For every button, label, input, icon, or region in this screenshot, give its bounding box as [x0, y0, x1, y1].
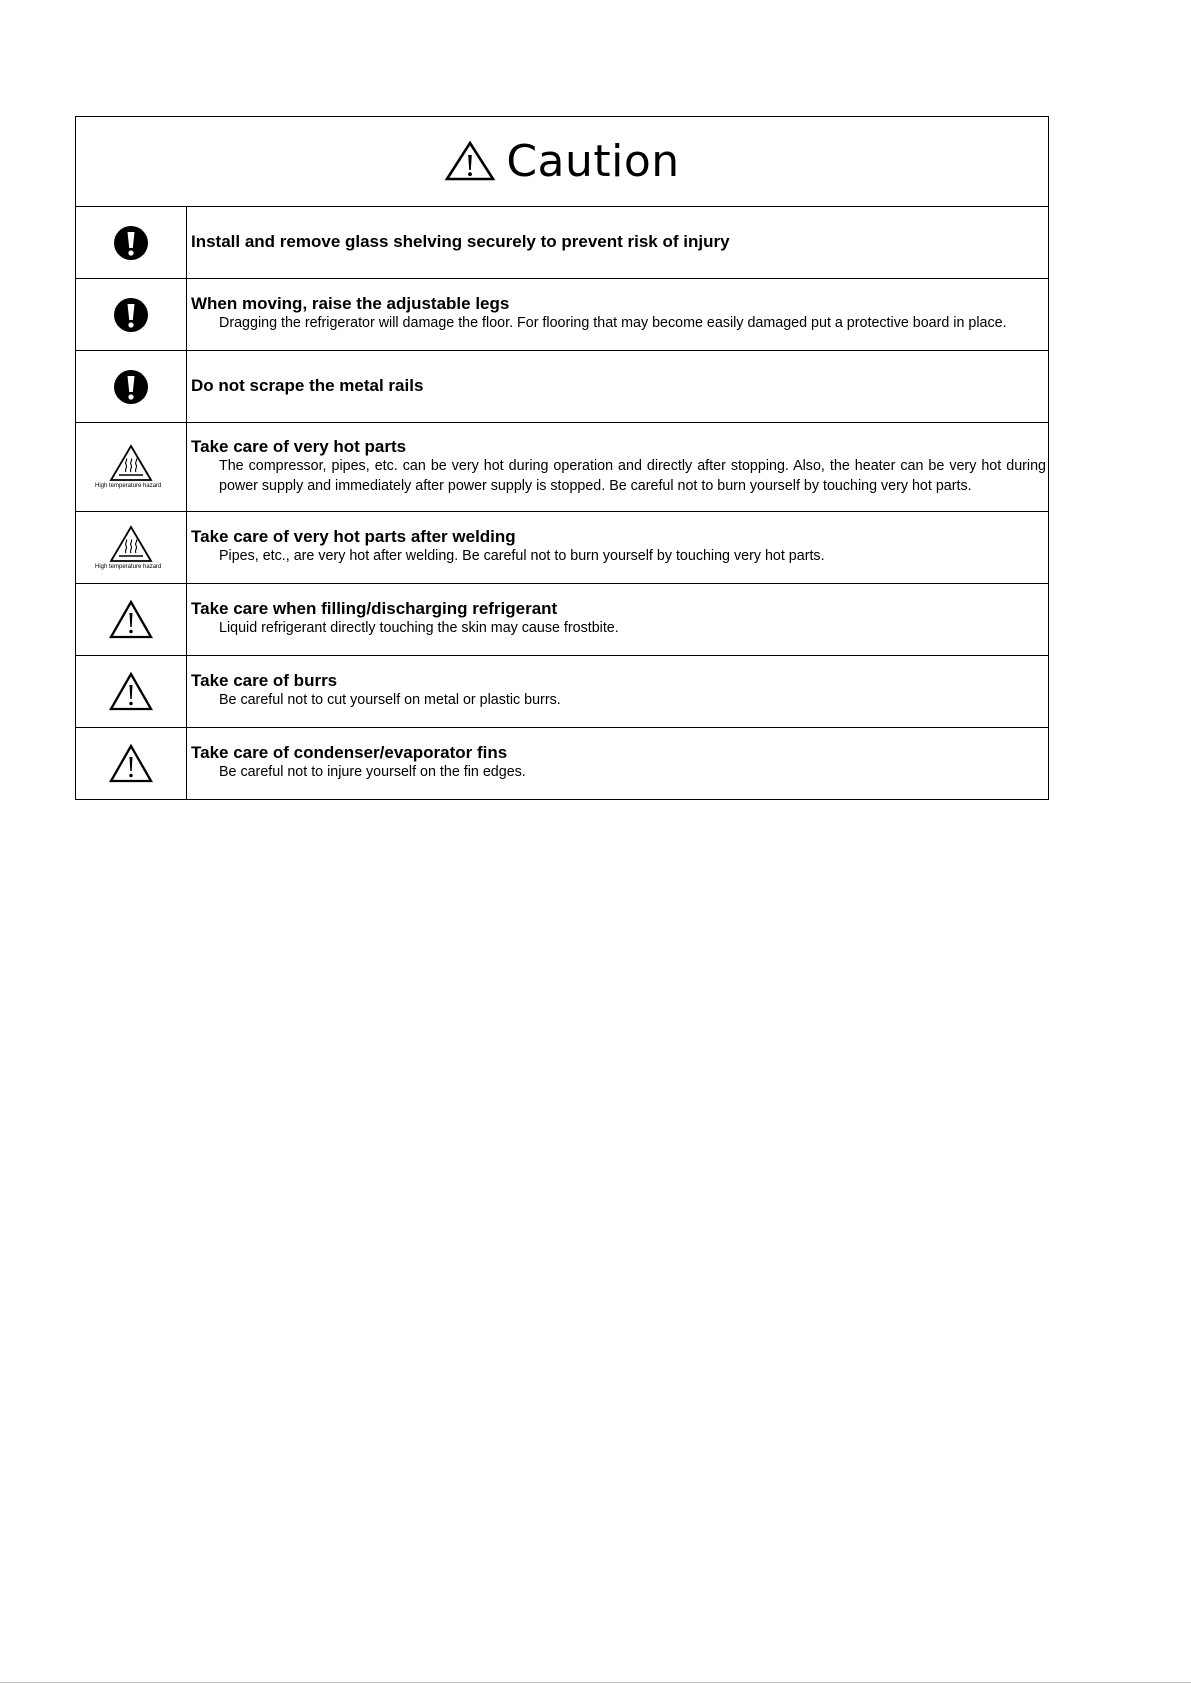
row-title: Do not scrape the metal rails	[191, 376, 424, 395]
warning-triangle-icon	[109, 744, 153, 784]
content-cell	[187, 584, 1049, 656]
caution-row	[76, 728, 1049, 800]
mandatory-icon	[113, 225, 149, 261]
row-title: Take care when filling/discharging refrigerant	[191, 599, 558, 619]
mandatory-icon	[113, 297, 149, 333]
content-cell	[187, 423, 1049, 512]
icon-cell	[76, 423, 187, 512]
row-title: Install and remove glass shelving securely to prevent risk of injury	[191, 232, 730, 251]
content-cell	[187, 279, 1049, 351]
caution-row	[76, 423, 1049, 512]
caution-header	[76, 117, 1049, 207]
caution-table	[75, 116, 1049, 800]
caution-row	[76, 512, 1049, 584]
icon-cell	[76, 584, 187, 656]
row-title: Take care of condenser/evaporator fins	[191, 743, 508, 763]
caution-row	[76, 207, 1049, 279]
warning-triangle-icon	[109, 600, 153, 640]
caution-row	[76, 584, 1049, 656]
icon-label: High temperature hazard	[95, 563, 162, 570]
row-body: Be careful not to injure yourself on the fin edges.	[219, 764, 526, 781]
content-cell	[187, 512, 1049, 584]
caution-row	[76, 351, 1049, 423]
row-body: Liquid refrigerant directly touching the skin may cause frostbite.	[219, 620, 619, 637]
content-cell	[187, 351, 1049, 423]
warning-triangle-icon	[109, 672, 153, 712]
mandatory-icon	[113, 369, 149, 405]
row-body: Pipes, etc., are very hot after welding. Be careful not to burn yourself by touching very hot parts.	[219, 548, 825, 565]
content-cell	[187, 728, 1049, 800]
content-cell	[187, 207, 1049, 279]
caution-title: Caution	[506, 135, 680, 187]
icon-cell	[76, 512, 187, 584]
icon-cell	[76, 351, 187, 423]
icon-label: High temperature hazard	[95, 483, 162, 489]
row-title: Take care of very hot parts after welding	[191, 527, 516, 547]
icon-cell	[76, 728, 187, 800]
icon-cell	[76, 656, 187, 728]
high-temperature-icon	[109, 444, 153, 482]
icon-cell	[76, 207, 187, 279]
row-title: Take care of very hot parts	[191, 437, 407, 456]
high-temperature-icon	[109, 525, 153, 563]
row-body: The compressor, pipes, etc. can be very hot during operation and directly after stopping. Also, the heater can be very hot during power supply and immediately after power supply is stopped. Be careful not to burn yourself by touching very hot parts.	[219, 458, 1046, 494]
caution-header-row	[76, 117, 1049, 207]
row-body: Be careful not to cut yourself on metal or plastic burrs.	[219, 692, 561, 709]
caution-row	[76, 656, 1049, 728]
content-cell	[187, 656, 1049, 728]
row-title: Take care of burrs	[191, 671, 338, 691]
row-title: When moving, raise the adjustable legs	[191, 294, 510, 314]
icon-cell	[76, 279, 187, 351]
caution-row	[76, 279, 1049, 351]
row-body: Dragging the refrigerator will damage the floor. For flooring that may become easily damaged put a protective board in place.	[219, 315, 1007, 332]
warning-triangle-icon	[444, 140, 496, 182]
page-bottom-rule	[0, 1682, 1191, 1683]
